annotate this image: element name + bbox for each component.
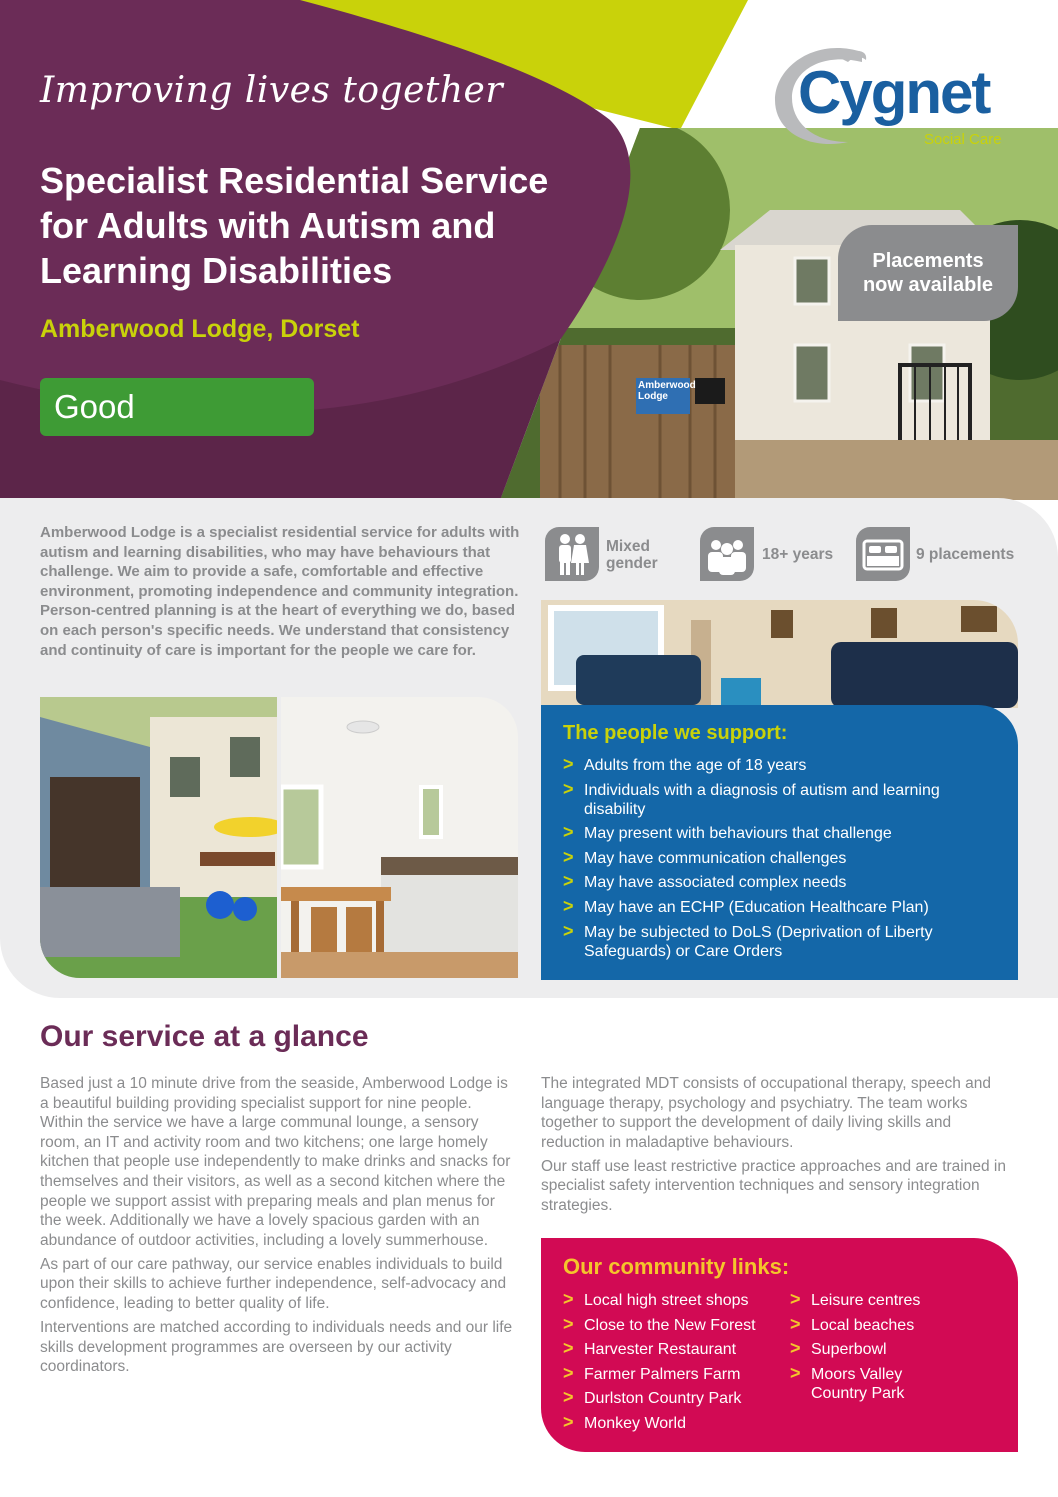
kitchen-photo [281, 697, 518, 978]
list-item [563, 824, 1003, 843]
list-item-text: Adults from the age of 18 years [584, 757, 807, 774]
lounge-photo [541, 600, 1018, 708]
list-item-text: Individuals with a diagnosis of autism and learning disability [584, 781, 940, 818]
page-title: Specialist Residential Service for Adults with Autism and Learning Disabilities [40, 160, 549, 291]
paragraph: Based just a 10 minute drive from the seaside, Amberwood Lodge is a beautiful building providing specialist support for nine people. Within the service we have a large communal lounge, a sensory room, an IT and activity room and two kitchens; one large homely kitchen that people use independently to make drinks and snacks for themselves and their visitors, as well as a second kitchen where the people we support assist with preparing meals and plan menus for the week. Additionally we have a lovely spacious garden with an abundance of outdoor activities, including a lovely summerhouse. [40, 1075, 511, 1249]
list-item [563, 1389, 783, 1408]
chevron-icon: > [563, 846, 574, 867]
list-item [790, 1340, 1000, 1359]
list-item-text: May present with behaviours that challenge [584, 825, 892, 843]
chevron-icon: > [563, 871, 574, 892]
list-item [563, 1291, 783, 1310]
list-item [563, 846, 1003, 868]
list-item [563, 778, 1003, 819]
chevron-icon: > [563, 754, 574, 774]
chevron-icon: > [790, 1313, 801, 1334]
fact-age: 18+ years [762, 546, 834, 563]
placements-badge [838, 225, 1018, 321]
fact-gender [606, 538, 658, 572]
list-item-text: May have an ECHP (Education Healthcare Plan) [584, 898, 929, 916]
placements-text: Placements now available [862, 250, 994, 296]
list-item-text: Monkey World [584, 1414, 686, 1432]
list-item [790, 1291, 1000, 1310]
list-item [790, 1313, 1000, 1335]
list-item [563, 1340, 783, 1359]
list-item-text: May have communication challenges [584, 849, 847, 867]
paragraph: Interventions are matched according to individuals needs and our life skills development programmes are overseen by our activity coordinators. [40, 1319, 513, 1376]
list-item-text: May be subjected to DoLS (Deprivation of Liberty Safeguards) or Care Orders [584, 923, 933, 960]
list-item-text: Durlston Country Park [584, 1390, 742, 1408]
chevron-icon: > [563, 895, 574, 916]
list-item-text: May have associated complex needs [584, 874, 847, 892]
list-item [790, 1362, 921, 1403]
community-title: Our community links: [563, 1254, 790, 1279]
logo-wordmark: Cygnet [798, 59, 990, 126]
paragraph: The integrated MDT consists of occupational therapy, speech and language therapy, psychology and psychiatry. The team works together to support the development of daily living skills and reduction in maladaptive behaviours. [541, 1075, 992, 1151]
list-item [563, 873, 1003, 892]
community-list-1 [563, 1291, 783, 1439]
people-title: The people we support: [563, 722, 788, 744]
logo-subtitle: Social Care [924, 131, 1002, 148]
paragraph: Our staff use least restrictive practice approaches and are trained in specialist safety intervention techniques and sensory integration strategies. [541, 1157, 1006, 1215]
group-icon [700, 527, 754, 581]
glance-column-2 [541, 1074, 1018, 1220]
chevron-icon: > [563, 1313, 574, 1334]
paragraph: As part of our care pathway, our service enables individuals to build upon their skills to achieve further independence, self-advocacy and confidence, leading to better quality of life. [40, 1255, 507, 1313]
glance-column-1 [40, 1074, 515, 1381]
intro-paragraph: Amberwood Lodge is a specialist residential service for adults with autism and learning disabilities, who may have behaviours that challenge. We aim to provide a safe, comfortable and effective environment, promoting independence and community integration. Person-centred planning is at the heart of everything we do, based on each person's specific needs. We understand that consistency and continuity of care is important for the people we care for. [40, 524, 520, 659]
fact-gender-line1: Mixed [606, 538, 650, 555]
chevron-icon: > [563, 1362, 574, 1383]
list-item-text: Close to the New Forest [584, 1316, 756, 1334]
chevron-icon: > [563, 778, 574, 799]
list-item-text: Harvester Restaurant [584, 1341, 737, 1359]
tagline: Improving lives together [40, 70, 504, 111]
garden-photo [40, 697, 277, 978]
people-list [563, 756, 1003, 966]
chevron-icon: > [563, 1411, 574, 1432]
list-item [563, 1411, 783, 1433]
chevron-icon: > [563, 822, 574, 843]
list-item [563, 756, 1003, 775]
list-item-text: Local high street shops [584, 1292, 749, 1309]
location-subtitle: Amberwood Lodge, Dorset [40, 315, 360, 343]
chevron-icon: > [790, 1338, 801, 1359]
chevron-icon: > [563, 1289, 574, 1309]
sign-text-1: Amberwood [638, 380, 696, 391]
list-item-text: Leisure centres [811, 1292, 921, 1309]
list-item [563, 920, 1003, 961]
chevron-icon: > [790, 1362, 801, 1383]
chevron-icon: > [563, 1387, 574, 1408]
list-item-text: Farmer Palmers Farm [584, 1365, 741, 1383]
sign-text-2: Lodge [638, 391, 668, 402]
chevron-icon: > [563, 1338, 574, 1359]
fact-gender-line2: gender [606, 555, 658, 572]
rating-badge: Good [40, 378, 314, 436]
list-item [563, 1313, 783, 1335]
mixed-gender-icon [545, 527, 599, 581]
community-list-2 [790, 1291, 1000, 1408]
entrance-sign [638, 380, 696, 402]
fact-placements: 9 placements [916, 546, 1015, 563]
list-item-text: Moors Valley Country Park [811, 1365, 905, 1402]
chevron-icon: > [563, 920, 574, 941]
section-title-glance: Our service at a glance [40, 1020, 369, 1053]
list-item [563, 895, 1003, 917]
list-item [563, 1362, 783, 1384]
chevron-icon: > [790, 1289, 801, 1309]
bed-icon [856, 527, 910, 581]
list-item-text: Superbowl [811, 1341, 887, 1359]
list-item-text: Local beaches [811, 1316, 915, 1334]
